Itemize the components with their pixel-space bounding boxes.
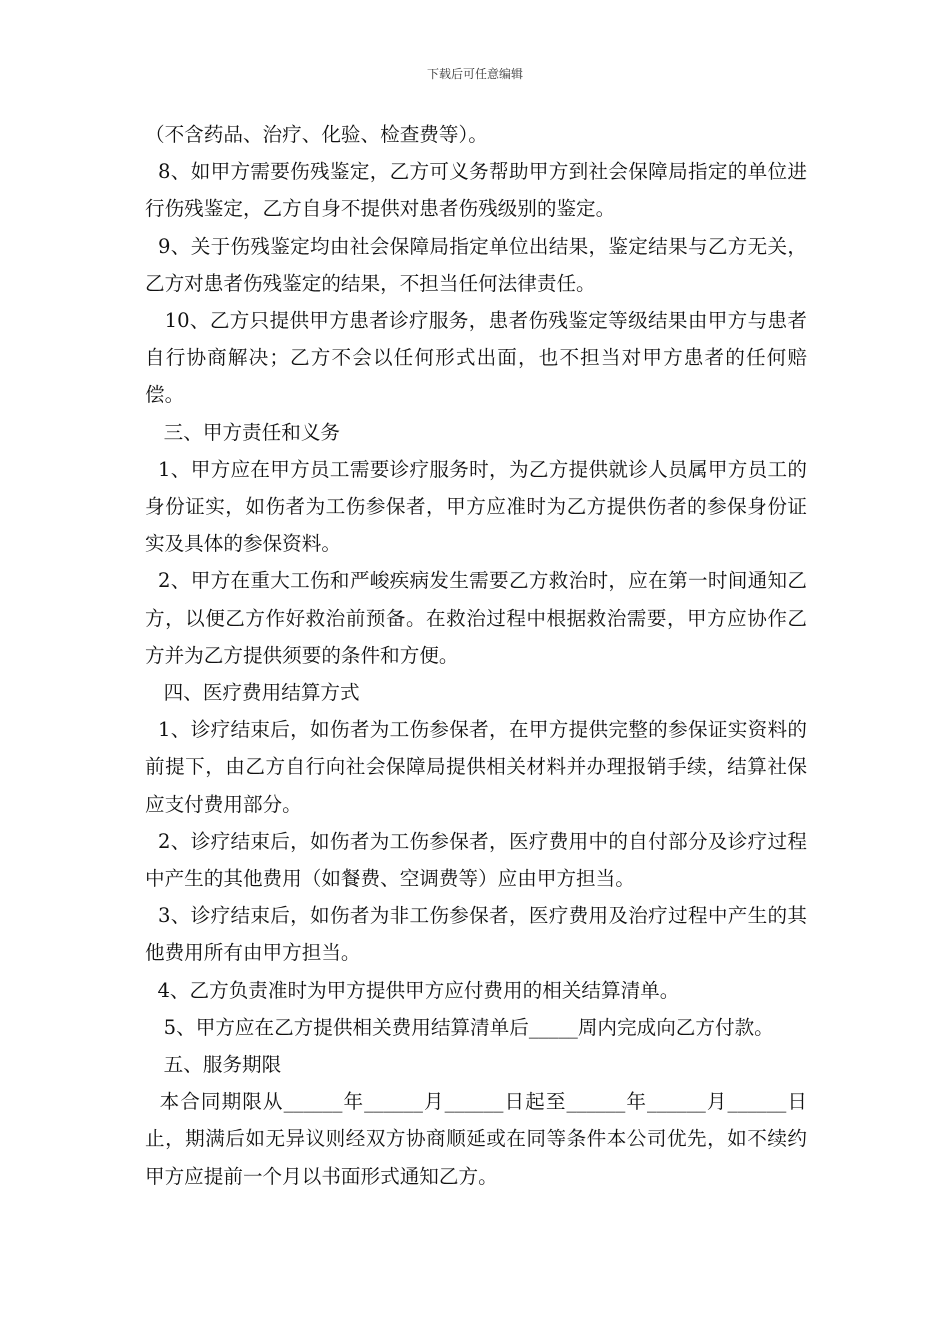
section-heading-service-term: 五、服务期限: [145, 1053, 282, 1077]
paragraph-settlement-2: 2、诊疗结束后，如伤者为工伤参保者，医疗费用中的自付部分及诊疗过程中产生的其他费用（如餐费、空调费等）应由甲方担当。: [145, 829, 807, 891]
paragraph-settlement-4: 4、乙方负责准时为甲方提供甲方应付费用的相关结算清单。: [145, 978, 680, 1002]
paragraph-duty-2: 2、甲方在重大工伤和严峻疾病发生需要乙方救治时，应在第一时间通知乙方，以便乙方作好救治前预备。在救治过程中根据救治需要，甲方应协作乙方并为乙方提供须要的条件和方便。: [145, 569, 807, 667]
paragraph-fee-exclusions: （不含药品、治疗、化验、检查费等）。: [145, 123, 488, 146]
paragraph-contract-term: 本合同期限从______年______月______日起至______年______月______日止，期满后如无异议则经双方协商顺延或在同等条件本公司优先，如不续约甲方应提前一个月以书面形式通知乙方。: [145, 1090, 807, 1188]
page-header-note: 下载后可任意编辑: [426, 67, 523, 81]
section-heading-party-a-duties: 三、甲方责任和义务: [145, 420, 341, 444]
paragraph-duty-1: 1、甲方应在甲方员工需要诊疗服务时，为乙方提供就诊人员属甲方员工的身份证实，如伤者为工伤参保者，甲方应准时为乙方提供伤者的参保身份证实及具体的参保资料。: [145, 457, 807, 556]
document-body: [145, 116, 807, 1195]
paragraph-item-10: 10、乙方只提供甲方患者诊疗服务，患者伤残鉴定等级结果由甲方与患者自行协商解决；乙方不会以任何形式出面，也不担当对甲方患者的任何赔偿。: [145, 309, 807, 407]
paragraph-settlement-3: 3、诊疗结束后，如伤者为非工伤参保者，医疗费用及治疗过程中产生的其他费用所有由甲方担当。: [145, 904, 807, 965]
paragraph-settlement-5: 5、甲方应在乙方提供相关费用结算清单后_____周内完成向乙方付款。: [145, 1015, 774, 1039]
paragraph-settlement-1: 1、诊疗结束后，如伤者为工伤参保者，在甲方提供完整的参保证实资料的前提下，由乙方自行向社会保障局提供相关材料并办理报销手续，结算社保应支付费用部分。: [145, 718, 807, 816]
paragraph-item-8: 8、如甲方需要伤残鉴定，乙方可义务帮助甲方到社会保障局指定的单位进行伤残鉴定，乙方自身不提供对患者伤残级别的鉴定。: [145, 160, 807, 221]
section-heading-settlement: 四、医疗费用结算方式: [145, 681, 360, 705]
paragraph-item-9: 9、关于伤残鉴定均由社会保障局指定单位出结果，鉴定结果与乙方无关，乙方对患者伤残鉴定的结果，不担当任何法律责任。: [145, 234, 807, 295]
